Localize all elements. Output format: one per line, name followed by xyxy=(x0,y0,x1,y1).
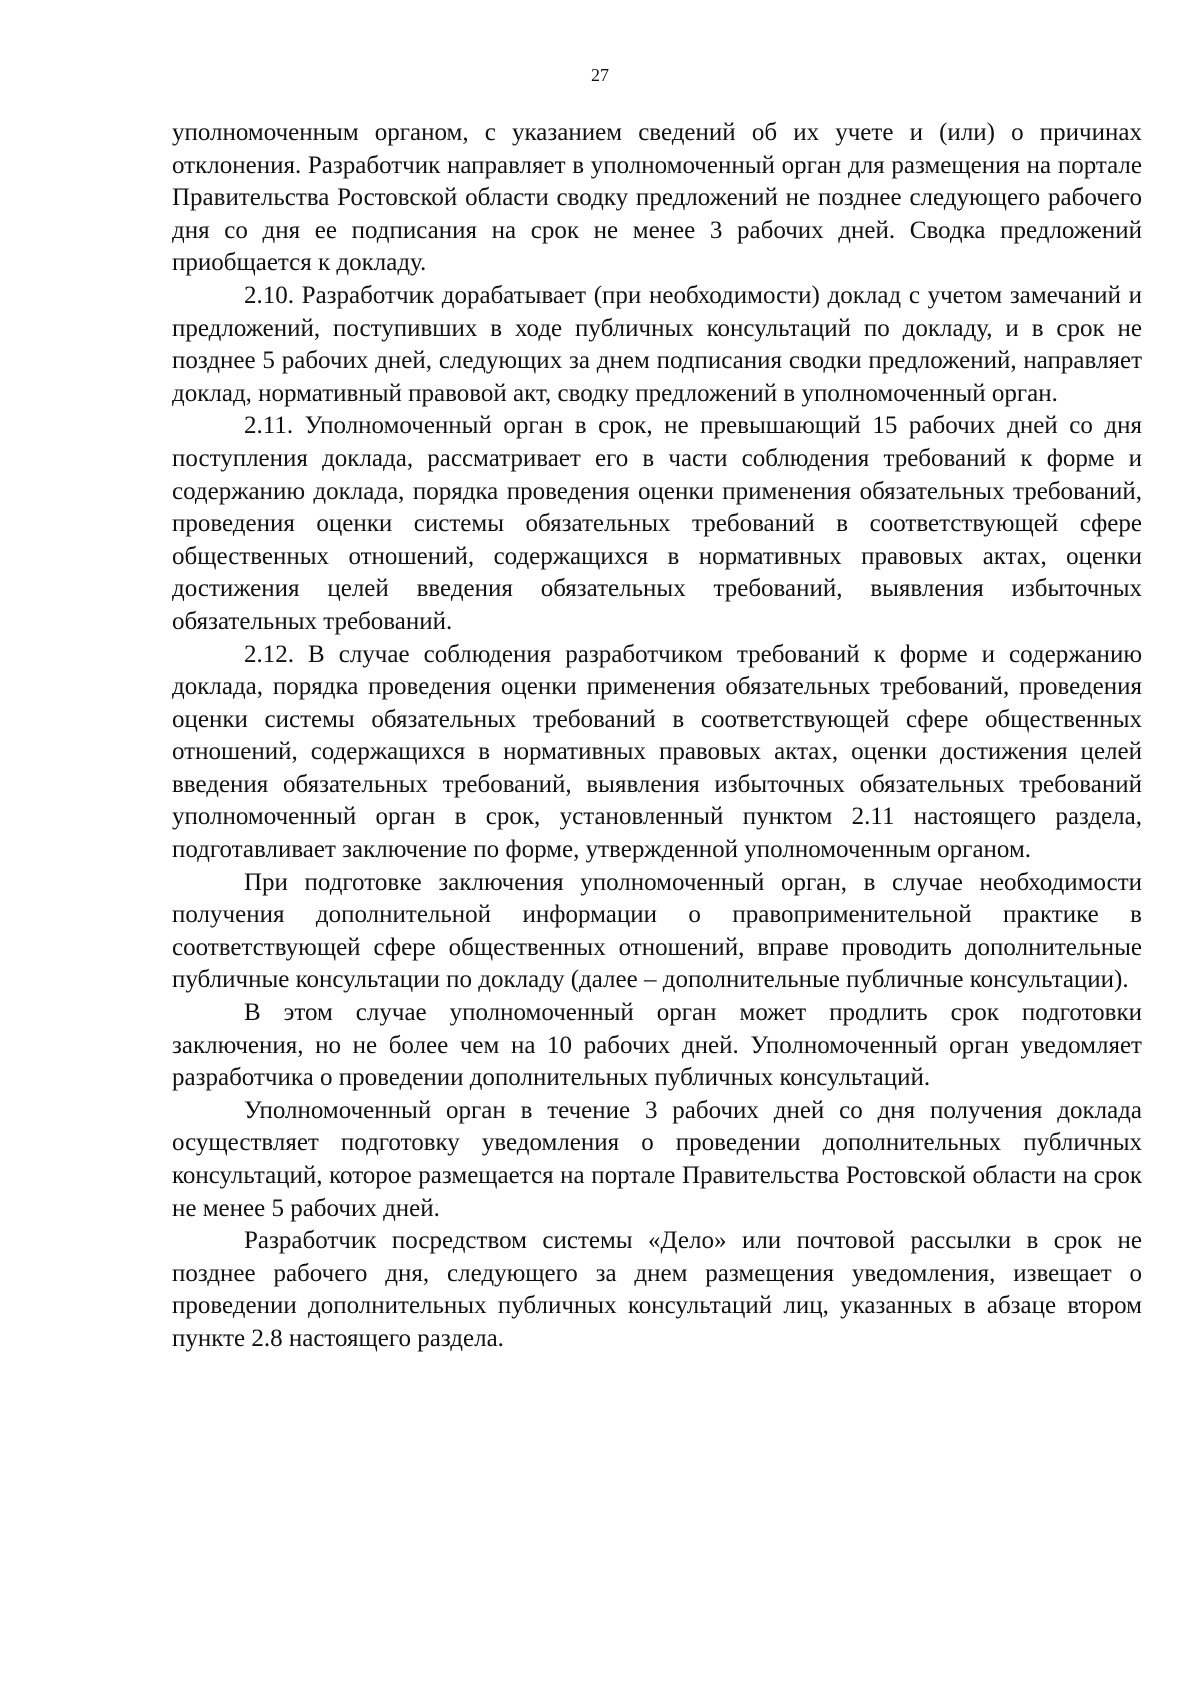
paragraph-continuation: уполномоченным органом, с указанием сведений об их учете и (или) о причинах отклонения. Разработчик направляет в уполномоченный орган для размещения на портале Правительства Ростовской области сводку предложений не позднее следующего рабочего дня со дня ее подписания на срок не менее 3 рабочих дней. Сводка предложений приобщается к докладу. xyxy=(172,119,1142,277)
paragraph-2-10: 2.10. Разработчик дорабатывает (при необходимости) доклад с учетом замечаний и предложений, поступивших в ходе публичных консультаций по докладу, и в срок не позднее 5 рабочих дней, следующих за днем подписания сводки предложений, направляет доклад, нормативный правовой акт, сводку предложений в уполномоченный орган. xyxy=(172,281,1142,407)
paragraph-additional-consultations: При подготовке заключения уполномоченный орган, в случае необходимости получения дополнительной информации о правоприменительной практике в соответствующей сфере общественных отношений, вправе проводить дополнительные публичные консультации по докладу (далее – дополнительные публичные консультации). xyxy=(172,868,1142,994)
paragraph-2-11: 2.11. Уполномоченный орган в срок, не превышающий 15 рабочих дней со дня поступления доклада, рассматривает его в части соблюдения требований к форме и содержанию доклада, порядка проведения оценки применения обязательных требований, проведения оценки системы обязательных требований в соответствующей сфере общественных отношений, содержащихся в нормативных правовых актах, оценки достижения целей введения обязательных требований, выявления избыточных обязательных требований. xyxy=(172,412,1142,635)
paragraph-2-12: 2.12. В случае соблюдения разработчиком требований к форме и содержанию доклада, порядка проведения оценки применения обязательных требований, проведения оценки системы обязательных требований в соответствующей сфере общественных отношений, содержащихся в нормативных правовых актах, оценки достижения целей введения обязательных требований, выявления избыточных обязательных требований уполномоченный орган в срок, установленный пунктом 2.11 настоящего раздела, подготавливает заключение по форме, утвержденной уполномоченным органом. xyxy=(172,640,1142,864)
paragraph-extension: В этом случае уполномоченный орган может продлить срок подготовки заключения, но не более чем на 10 рабочих дней. Уполномоченный орган уведомляет разработчика о проведении дополнительных публичных консультаций. xyxy=(172,999,1142,1092)
paragraph-developer-notice: Разработчик посредством системы «Дело» или почтовой рассылки в срок не позднее рабочего дня, следующего за днем размещения уведомления, извещает о проведении дополнительных публичных консультаций лиц, указанных в абзаце втором пункте 2.8 настоящего раздела. xyxy=(172,1227,1142,1352)
document-body xyxy=(172,117,1142,1356)
paragraph-notification: Уполномоченный орган в течение 3 рабочих дней со дня получения доклада осуществляет подготовку уведомления о проведении дополнительных публичных консультаций, которое размещается на портале Правительства Ростовской области на срок не менее 5 рабочих дней. xyxy=(172,1096,1142,1222)
page-number: 27 xyxy=(591,65,609,85)
